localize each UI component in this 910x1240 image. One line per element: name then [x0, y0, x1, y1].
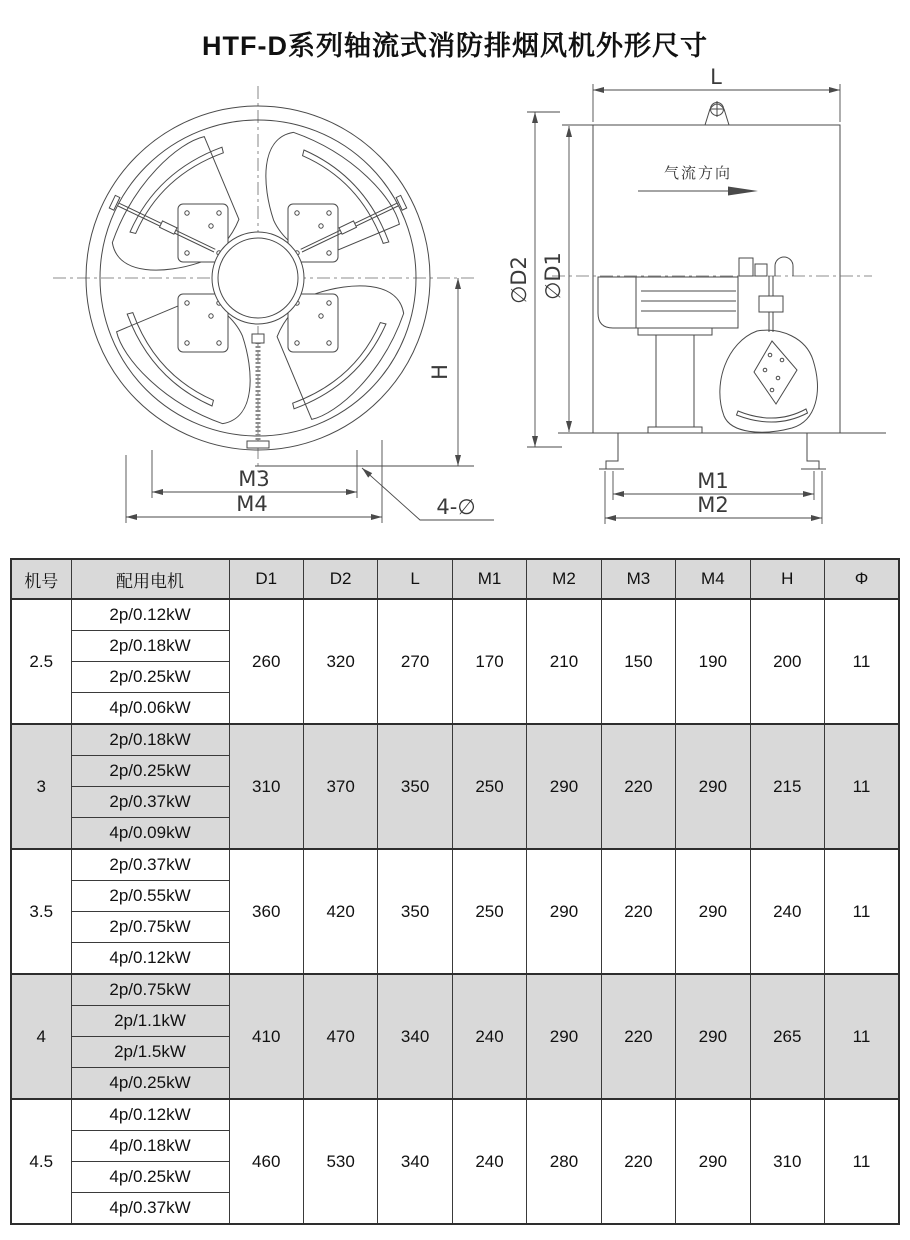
model-cell: 3	[11, 724, 71, 849]
pedestal-base	[648, 427, 702, 433]
airflow-arrowhead	[728, 187, 758, 196]
header-l: L	[378, 559, 452, 599]
value-cell: 250	[452, 724, 526, 849]
value-cell: 360	[229, 849, 303, 974]
hub-outer-circle	[212, 232, 304, 324]
model-cell: 4.5	[11, 1099, 71, 1224]
value-cell: 530	[303, 1099, 377, 1224]
motor-cell: 4p/0.25kW	[71, 1162, 229, 1193]
dim-label-m1: M1	[697, 469, 729, 493]
pedestal	[656, 335, 694, 427]
value-cell: 340	[378, 974, 452, 1099]
value-cell: 220	[601, 849, 675, 974]
header-m3: M3	[601, 559, 675, 599]
value-cell: 410	[229, 974, 303, 1099]
motor-cell: 4p/0.06kW	[71, 693, 229, 725]
header-m2: M2	[527, 559, 601, 599]
value-cell: 470	[303, 974, 377, 1099]
dimension-table-wrap	[10, 558, 900, 1225]
value-cell: 200	[750, 599, 824, 724]
header-motor: 配用电机	[71, 559, 229, 599]
blade-side-profile	[720, 330, 818, 432]
value-cell: 150	[601, 599, 675, 724]
motor-cell: 2p/0.37kW	[71, 849, 229, 881]
value-cell: 11	[825, 849, 900, 974]
table-row	[11, 849, 899, 881]
dim-label-d2: ∅D2	[507, 256, 531, 304]
page-title: HTF-D系列轴流式消防排烟风机外形尺寸	[202, 31, 708, 61]
motor-cell: 2p/0.55kW	[71, 881, 229, 912]
motor-cell: 2p/0.75kW	[71, 974, 229, 1006]
value-cell: 240	[750, 849, 824, 974]
header-d2: D2	[303, 559, 377, 599]
dimension-table	[10, 558, 900, 1225]
right-foot	[807, 433, 819, 469]
table-row	[11, 1099, 899, 1131]
value-cell: 220	[601, 1099, 675, 1224]
motor-cell: 4p/0.09kW	[71, 818, 229, 850]
value-cell: 240	[452, 1099, 526, 1224]
table-header-row	[11, 559, 899, 599]
motor-cell: 2p/0.12kW	[71, 599, 229, 631]
motor-cell: 2p/1.5kW	[71, 1037, 229, 1068]
value-cell: 310	[750, 1099, 824, 1224]
value-cell: 250	[452, 849, 526, 974]
value-cell: 310	[229, 724, 303, 849]
header-d1: D1	[229, 559, 303, 599]
value-cell: 210	[527, 599, 601, 724]
value-cell: 290	[527, 849, 601, 974]
value-cell: 11	[825, 599, 900, 724]
motor-cell: 4p/0.12kW	[71, 1099, 229, 1131]
header-phi: Φ	[825, 559, 900, 599]
value-cell: 350	[378, 849, 452, 974]
motor-cell: 4p/0.12kW	[71, 943, 229, 975]
dim-label-m2: M2	[697, 493, 729, 517]
table-row	[11, 974, 899, 1006]
value-cell: 350	[378, 724, 452, 849]
value-cell: 290	[676, 849, 750, 974]
header-h: H	[750, 559, 824, 599]
left-foot	[606, 433, 618, 469]
spec-table-body	[11, 599, 899, 1224]
motor-cell: 2p/0.25kW	[71, 756, 229, 787]
dim-label-h: H	[428, 364, 452, 380]
model-cell: 3.5	[11, 849, 71, 974]
value-cell: 370	[303, 724, 377, 849]
value-cell: 290	[527, 974, 601, 1099]
value-cell: 290	[527, 724, 601, 849]
value-cell: 290	[676, 1099, 750, 1224]
value-cell: 170	[452, 599, 526, 724]
value-cell: 270	[378, 599, 452, 724]
value-cell: 460	[229, 1099, 303, 1224]
side-view-drawing	[507, 65, 886, 524]
value-cell: 220	[601, 974, 675, 1099]
model-cell: 2.5	[11, 599, 71, 724]
value-cell: 290	[676, 974, 750, 1099]
motor-mount-plate	[638, 328, 712, 335]
front-view-drawing	[53, 86, 494, 523]
value-cell: 265	[750, 974, 824, 1099]
value-cell: 290	[676, 724, 750, 849]
motor-cell: 4p/0.25kW	[71, 1068, 229, 1100]
hole-callout-label: 4-∅	[436, 495, 476, 519]
table-row	[11, 599, 899, 631]
value-cell: 11	[825, 1099, 900, 1224]
motor-cell: 2p/0.37kW	[71, 787, 229, 818]
motor-cell: 2p/0.25kW	[71, 662, 229, 693]
value-cell: 420	[303, 849, 377, 974]
value-cell: 280	[527, 1099, 601, 1224]
value-cell: 240	[452, 974, 526, 1099]
motor-cell: 4p/0.18kW	[71, 1131, 229, 1162]
motor-cell: 4p/0.37kW	[71, 1193, 229, 1225]
model-cell: 4	[11, 974, 71, 1099]
value-cell: 260	[229, 599, 303, 724]
dim-label-m3: M3	[238, 467, 270, 491]
motor-cell: 2p/0.75kW	[71, 912, 229, 943]
motor-cell: 2p/0.18kW	[71, 631, 229, 662]
header-m4: M4	[676, 559, 750, 599]
value-cell: 215	[750, 724, 824, 849]
value-cell: 11	[825, 974, 900, 1099]
motor-cell: 2p/0.18kW	[71, 724, 229, 756]
dim-label-l: L	[710, 65, 722, 89]
airflow-label: 气流方向	[663, 165, 733, 182]
value-cell: 320	[303, 599, 377, 724]
value-cell: 11	[825, 724, 900, 849]
dimension-drawings	[0, 65, 910, 540]
table-row	[11, 724, 899, 756]
value-cell: 220	[601, 724, 675, 849]
value-cell: 340	[378, 1099, 452, 1224]
motor-body	[598, 277, 738, 328]
value-cell: 190	[676, 599, 750, 724]
header-model: 机号	[11, 559, 71, 599]
header-m1: M1	[452, 559, 526, 599]
motor-cell: 2p/1.1kW	[71, 1006, 229, 1037]
dim-label-m4: M4	[236, 492, 268, 516]
dim-label-d1: ∅D1	[541, 252, 565, 300]
